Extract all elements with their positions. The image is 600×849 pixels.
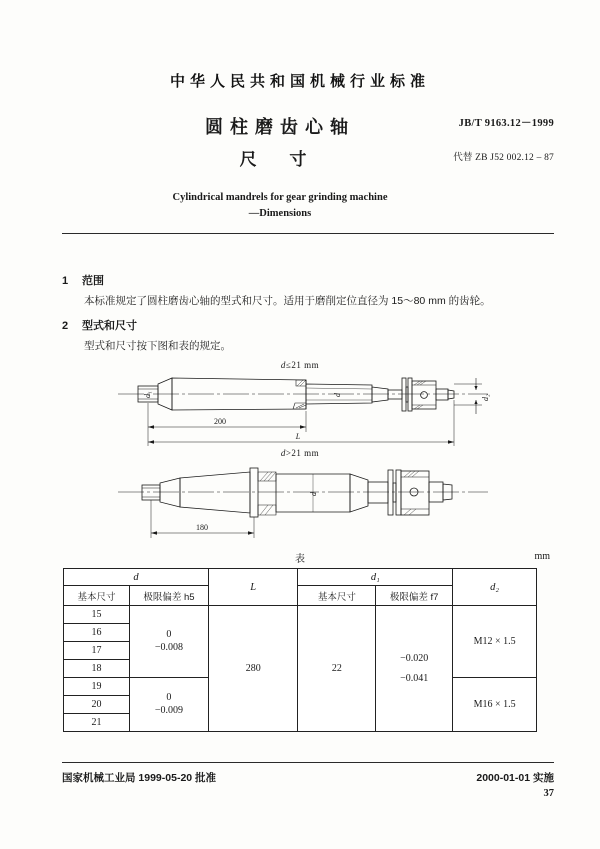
clause-1-body: 本标准规定了圆柱磨齿心轴的型式和尺寸。适用于磨削定位直径为 15～80 mm 的齿轮。 <box>84 295 491 307</box>
table-row <box>64 606 537 624</box>
cell-d-tolerance-group-1 <box>129 606 208 678</box>
d-tolerance-1-lower: −0.008 <box>154 641 183 653</box>
cell-d-tolerance-group-2 <box>129 678 208 732</box>
table-subheader-d-tolerance: 极限偏差 h5 <box>129 586 208 606</box>
table-caption: 表 <box>295 554 305 565</box>
figure-2-label-d: d <box>309 492 318 496</box>
figure-1-caption-symbol: d <box>280 360 286 370</box>
figure-1-label-d: d <box>333 393 342 397</box>
approval-statement: 国家机械工业局 1999-05-20 批准 <box>62 772 217 784</box>
cell-d-basic: 19 <box>64 678 130 696</box>
clause-1-number: 1 <box>62 275 69 287</box>
figure-2-caption-relation: >21 mm <box>285 448 320 458</box>
figure-1-label-d2: d₂ <box>481 394 490 401</box>
table-subheader-d-basic: 基本尺寸 <box>64 586 130 606</box>
table-group-d2: d₂ <box>453 569 537 606</box>
document-header <box>0 70 600 222</box>
d-tolerance-2-lower: −0.009 <box>154 704 183 716</box>
implementation-date: 2000-01-01 实施 <box>476 772 554 784</box>
table-subheader-d1-basic: 基本尺寸 <box>298 586 376 606</box>
d-tolerance-2-upper: 0 <box>166 692 172 703</box>
dimensions-table <box>63 568 537 732</box>
cell-d1-tolerance <box>376 606 453 732</box>
header-divider-rule <box>62 233 554 234</box>
table-group-d: d <box>64 569 209 586</box>
english-title <box>0 190 600 222</box>
clause-2-body: 型式和尺寸按下图和表的规定。 <box>84 340 231 352</box>
figure-1-drawing <box>100 370 500 448</box>
document-title: 圆柱磨齿心轴 <box>205 117 355 137</box>
clause-2-heading <box>62 317 554 333</box>
figure-2-drawing <box>100 458 500 546</box>
figure-2-caption-symbol: d <box>280 448 286 458</box>
clause-2-number: 2 <box>62 320 69 332</box>
english-title-line-1: Cylindrical mandrels for gear grinding machine <box>172 192 388 203</box>
table-group-d1: d₁ <box>298 569 453 586</box>
cell-d-basic: 18 <box>64 660 130 678</box>
cell-L-value: 280 <box>208 606 298 732</box>
table-header <box>64 569 537 606</box>
english-title-line-2: —Dimensions <box>248 207 312 219</box>
d1-tolerance-upper: −0.020 <box>400 652 429 664</box>
clause-1-title: 范围 <box>82 275 104 287</box>
table-group-header-row <box>64 569 537 586</box>
table-unit-label: mm <box>534 551 550 562</box>
d1-tolerance-lower: −0.041 <box>400 672 429 684</box>
table-body <box>64 606 537 732</box>
table-group-L: L <box>208 569 298 606</box>
clause-2-title: 型式和尺寸 <box>82 320 137 332</box>
issuing-authority-line: 中华人民共和国机械行业标准 <box>169 73 430 90</box>
cell-d1-basic: 22 <box>298 606 376 732</box>
standard-replaces: 代替 ZB J52 002.12 – 87 <box>453 153 554 163</box>
document-subtitle: 尺 寸 <box>239 150 321 169</box>
standard-number: JB/T 9163.12－1999 <box>458 118 554 129</box>
cell-d2-group-1: M12 × 1.5 <box>453 606 537 678</box>
cell-d-basic: 20 <box>64 696 130 714</box>
cell-d-basic: 21 <box>64 714 130 732</box>
cell-d-basic: 16 <box>64 624 130 642</box>
figure-1-dim-L: L <box>295 432 301 441</box>
cell-d-basic: 15 <box>64 606 130 624</box>
clause-1-heading <box>62 272 554 288</box>
title-zone <box>0 113 600 170</box>
figure-1-dim-200: 200 <box>214 417 226 426</box>
figure-1-caption-relation: ≤21 mm <box>285 360 320 370</box>
figure-mandrel-large <box>0 448 600 546</box>
footer-divider-rule <box>62 762 554 763</box>
table-subheader-d1-tolerance: 极限偏差 f7 <box>376 586 453 606</box>
page-number: 37 <box>543 788 554 799</box>
cell-d-basic: 17 <box>64 642 130 660</box>
figure-2-caption <box>0 448 600 458</box>
figure-mandrel-small <box>0 360 600 448</box>
figure-2-dim-180: 180 <box>196 523 208 532</box>
cell-d2-group-2: M16 × 1.5 <box>453 678 537 732</box>
d-tolerance-1-upper: 0 <box>166 629 172 640</box>
figure-1-label-d1: d₁ <box>143 391 152 398</box>
figure-1-caption <box>0 360 600 370</box>
